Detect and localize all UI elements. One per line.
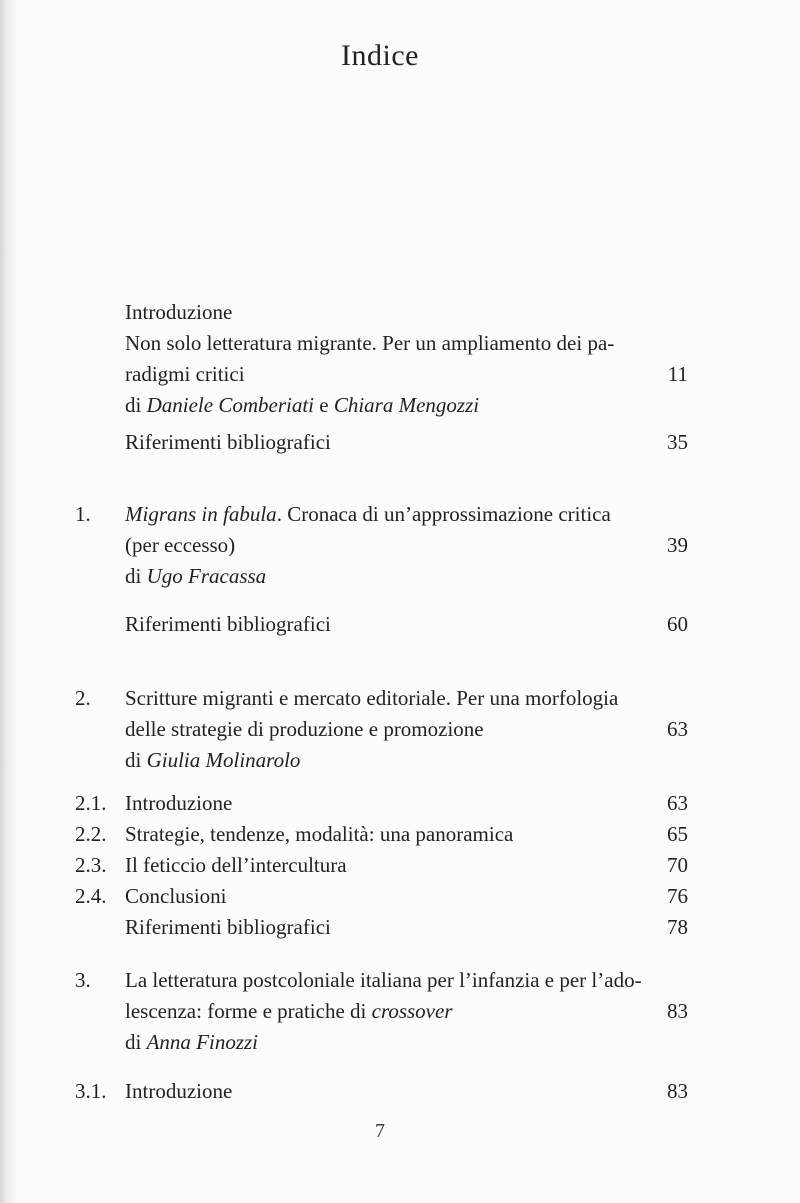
toc-line: [75, 499, 688, 530]
entry-number: [75, 609, 125, 640]
toc-line: [75, 359, 688, 390]
entry-number: 1.: [75, 502, 91, 526]
entry-title-segment: Il feticcio dell’intercultura: [125, 853, 347, 877]
toc-line: [75, 1027, 688, 1058]
entry-number: [75, 427, 125, 458]
entry-number: 2.: [75, 686, 91, 710]
entry-number: 2.2.: [75, 822, 107, 846]
entry-title: [125, 328, 638, 359]
entry-title-segment: di: [125, 564, 147, 588]
entry-title: [125, 1076, 638, 1107]
entry-title-italic-segment: crossover: [371, 999, 453, 1023]
entry-title-segment: La letteratura postcoloniale italiana per l’infanzia e per l’ado-: [125, 968, 642, 992]
entry-title-segment: lescenza: forme e pratiche di: [125, 999, 372, 1023]
entry-number: [75, 530, 125, 561]
toc-line: [75, 609, 688, 640]
entry-page-number: [638, 561, 688, 592]
entry-title-segment: Introduzione: [125, 1079, 233, 1103]
entry-title: [125, 819, 638, 850]
entry-number: [75, 745, 125, 776]
entry-title: [125, 714, 638, 745]
toc-entry: [75, 850, 688, 881]
footer-page-number: 7: [375, 1120, 385, 1142]
entry-page-number: 83: [667, 1079, 688, 1103]
entry-title: [125, 683, 638, 714]
entry-page-number: 76: [667, 884, 688, 908]
entry-title: [125, 530, 638, 561]
entry-title: [125, 965, 642, 996]
entry-number: 3.: [75, 968, 91, 992]
entry-title: [125, 1027, 638, 1058]
entry-page-number: 78: [667, 915, 688, 939]
entry-page-number: [638, 297, 688, 328]
entry-page-number: [638, 965, 688, 996]
entry-title: [125, 850, 638, 881]
toc-line: [75, 297, 688, 328]
entry-title: [125, 881, 638, 912]
entry-number: 2.3.: [75, 853, 107, 877]
entry-title-italic-segment: Anna Finozzi: [146, 1030, 259, 1054]
entry-title-italic-segment: Chiara Mengozzi: [333, 393, 480, 417]
table-of-contents: [75, 297, 688, 1107]
entry-number: 2.4.: [75, 884, 107, 908]
entry-title-segment: delle strategie di produzione e promozione: [125, 717, 484, 741]
entry-title: [125, 561, 638, 592]
entry-title: [125, 297, 638, 328]
entry-page-number: 11: [667, 362, 688, 386]
entry-number: [75, 561, 125, 592]
entry-number: 3.1.: [75, 1079, 107, 1103]
entry-title-italic-segment: Daniele Comberiati: [146, 393, 314, 417]
entry-title: [125, 788, 638, 819]
entry-title-italic-segment: Migrans in fabula: [125, 502, 277, 526]
entry-page-number: [638, 499, 688, 530]
entry-number: [75, 912, 125, 943]
toc-line: [75, 1076, 688, 1107]
entry-page-number: 70: [667, 853, 688, 877]
toc-entry: [75, 427, 688, 458]
toc-line: [75, 561, 688, 592]
entry-page-number: [638, 745, 688, 776]
toc-line: [75, 912, 688, 943]
toc-line: [75, 328, 688, 359]
toc-line: [75, 996, 688, 1027]
entry-page-number: 63: [667, 791, 688, 815]
toc-entry: [75, 1076, 688, 1107]
entry-number: [75, 996, 125, 1027]
toc-line: [75, 819, 688, 850]
entry-page-number: [638, 328, 688, 359]
toc-line: [75, 427, 688, 458]
toc-entry: [75, 499, 688, 592]
entry-title-italic-segment: Ugo Fracassa: [146, 564, 267, 588]
entry-title-segment: di: [125, 1030, 147, 1054]
toc-entry: [75, 881, 688, 912]
page-title: Indice: [341, 39, 419, 72]
toc-line: [75, 788, 688, 819]
entry-title-italic-segment: Giulia Molinarolo: [146, 748, 301, 772]
entry-number: [75, 1027, 125, 1058]
toc-entry: [75, 819, 688, 850]
entry-title: [125, 499, 638, 530]
toc-line: [75, 530, 688, 561]
toc-entry: [75, 609, 688, 640]
toc-line: [75, 881, 688, 912]
entry-title-segment: (per eccesso): [125, 533, 236, 557]
entry-title-segment: e: [314, 393, 334, 417]
entry-page-number: 39: [667, 533, 688, 557]
entry-title-segment: Riferimenti bibliografici: [125, 915, 331, 939]
entry-title-segment: di: [125, 393, 147, 417]
entry-number: [75, 297, 125, 328]
entry-page-number: [638, 1027, 688, 1058]
entry-title-segment: Non solo letteratura migrante. Per un ampliamento dei pa-: [125, 331, 615, 355]
entry-title: [125, 745, 638, 776]
toc-line: [75, 683, 688, 714]
entry-number: 2.1.: [75, 791, 107, 815]
toc-line: [75, 745, 688, 776]
toc-line: [75, 965, 688, 996]
entry-title: [125, 912, 638, 943]
entry-title: [125, 390, 638, 421]
entry-title-segment: Riferimenti bibliografici: [125, 430, 331, 454]
entry-title-segment: Introduzione: [125, 300, 233, 324]
entry-title: [125, 996, 638, 1027]
entry-number: [75, 390, 125, 421]
entry-number: [75, 714, 125, 745]
entry-title: [125, 427, 638, 458]
entry-title-segment: . Cronaca di un’approssimazione critica: [276, 502, 611, 526]
entry-number: [75, 328, 125, 359]
entry-page-number: 83: [667, 999, 688, 1023]
entry-title-segment: radigmi critici: [125, 362, 245, 386]
entry-title: [125, 359, 638, 390]
entry-title-segment: Scritture migranti e mercato editoriale. Per una morfologia: [125, 686, 619, 710]
toc-line: [75, 390, 688, 421]
entry-number: [75, 359, 125, 390]
entry-page-number: [638, 390, 688, 421]
toc-entry: [75, 297, 688, 421]
toc-entry: [75, 683, 688, 776]
entry-title-segment: Strategie, tendenze, modalità: una panoramica: [125, 822, 514, 846]
toc-entry: [75, 912, 688, 943]
entry-title-segment: di: [125, 748, 147, 772]
entry-title-segment: Conclusioni: [125, 884, 227, 908]
toc-line: [75, 714, 688, 745]
toc-entry: [75, 965, 688, 1058]
scan-edge-shadow: [0, 0, 18, 1203]
entry-page-number: 63: [667, 717, 688, 741]
entry-page-number: [638, 683, 688, 714]
entry-title: [125, 609, 638, 640]
entry-page-number: 35: [667, 430, 688, 454]
entry-title-segment: Riferimenti bibliografici: [125, 612, 331, 636]
toc-entry: [75, 788, 688, 819]
entry-title-segment: Introduzione: [125, 791, 233, 815]
entry-page-number: 60: [667, 612, 688, 636]
entry-page-number: 65: [667, 822, 688, 846]
toc-line: [75, 850, 688, 881]
